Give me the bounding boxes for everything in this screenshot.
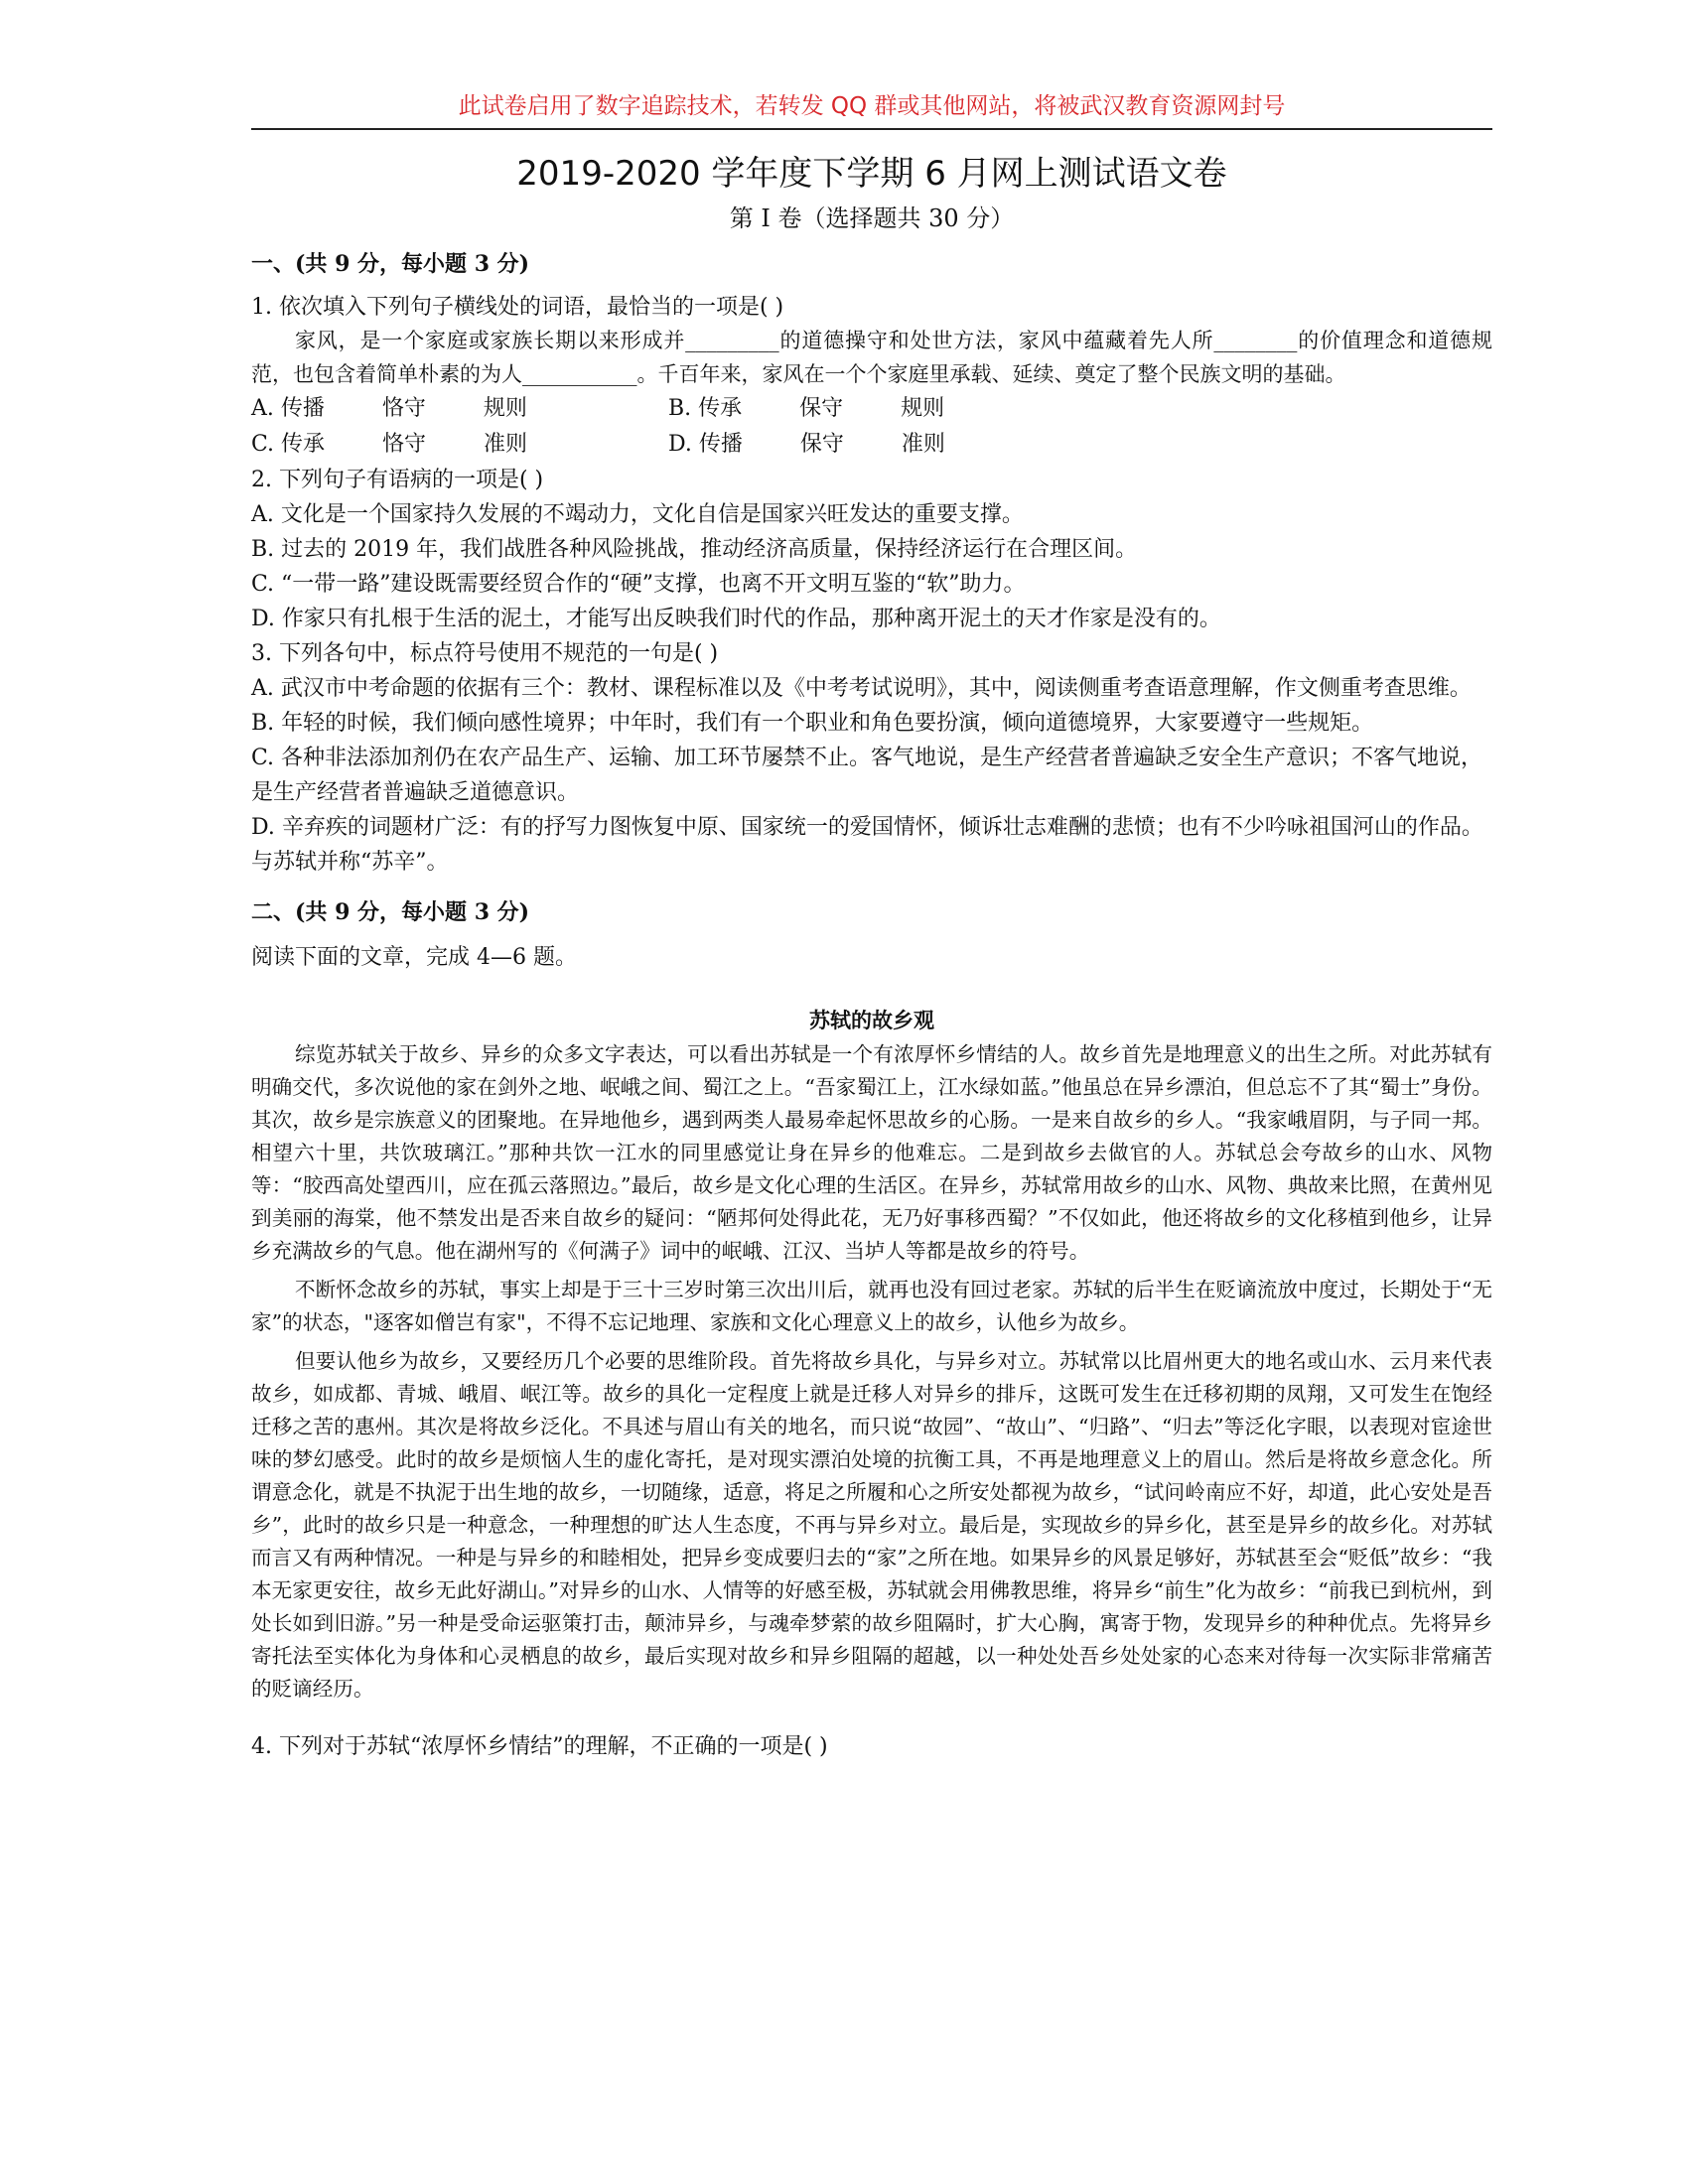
exam-page <box>251 0 1492 1764</box>
option-word: 传承 <box>698 396 743 421</box>
option-word: 传播 <box>280 396 325 421</box>
article-title: 苏轼的故乡观 <box>809 1008 934 1032</box>
question-3-stem: 3. 下列各句中，标点符号使用不规范的一句是( ) <box>251 641 719 666</box>
header-divider <box>251 128 1492 130</box>
question-1-stem: 1. 依次填入下列句子横线处的词语，最恰当的一项是( ) <box>251 295 784 320</box>
option-d <box>668 427 1085 463</box>
option-label: C. <box>251 432 275 457</box>
question-2-stem: 2. 下列句子有语病的一项是( ) <box>251 468 544 492</box>
article-paragraph-1: 综览苏轼关于故乡、异乡的众多文字表达，可以看出苏轼是一个有浓厚怀乡情结的人。故乡首先是地理意义的出生之所。对此苏轼有明确交代，多次说他的家在剑外之地、岷峨之间、蜀江之上。“吾家蜀江上，江水绿如蓝。”他虽总在异乡漂泊，但总忘不了其“蜀士”身份。其次，故乡是宗族意义的团聚地。在异地他乡，遇到两类人最易牵起怀思故乡的心肠。一是来自故乡的乡人。“我家峨眉阴，与子同一邦。相望六十里，共饮玻璃江。”那种共饮一江水的同里感觉让身在异乡的他难忘。二是到故乡去做官的人。苏轼总会夸故乡的山水、风物等：“胶西高处望西川，应在孤云落照边。”最后，故乡是文化心理的生活区。在异乡，苏轼常用故乡的山水、风物、典故来比照，在黄州见到美丽的海棠，他不禁发出是否来自故乡的疑问：“陋邦何处得此花，无乃好事移西蜀？”不仅如此，他还将故乡的文化移植到他乡，让异乡充满故乡的气息。他在湖州写的《何满子》词中的岷峨、江汉、当垆人等都是故乡的符号。 <box>251 1042 1492 1263</box>
option-word: 准则 <box>901 432 945 457</box>
question-2-option-d: D. 作家只有扎根于生活的泥土，才能写出反映我们时代的作品，那种离开泥土的天才作家是没有的。 <box>251 607 1221 631</box>
question-4-stem: 4. 下列对于苏轼“浓厚怀乡情结”的理解，不正确的一项是( ) <box>251 1734 828 1759</box>
reading-instruction: 阅读下面的文章，完成 4—6 题。 <box>251 945 577 970</box>
option-word: 规则 <box>901 396 945 421</box>
option-word: 规则 <box>483 396 527 421</box>
option-word: 传播 <box>698 432 743 457</box>
exam-title: 2019-2020 学年度下学期 6 月网上测试语文卷 <box>516 154 1227 194</box>
option-label: A. <box>251 396 274 421</box>
option-word: 传承 <box>281 432 326 457</box>
article-paragraph-2: 不断怀念故乡的苏轼，事实上却是于三十三岁时第三次出川后，就再也没有回过老家。苏轼的后半生在贬谪流放中度过，长期处于“无家”的状态，"逐客如僧岂有家"，不得不忘记地理、家族和文化心理意义上的故乡，认他乡为故乡。 <box>251 1278 1492 1334</box>
question-3-option-a: A. 武汉市中考命题的依据有三个：教材、课程标准以及《中考考试说明》，其中，阅读侧重考查语意理解，作文侧重考查思维。 <box>251 676 1472 701</box>
option-word: 恪守 <box>382 432 427 457</box>
exam-subtitle: 第 I 卷（选择题共 30 分） <box>729 205 1015 232</box>
option-a <box>251 391 668 427</box>
question-3-option-b: B. 年轻的时候，我们倾向感性境界；中年时，我们有一个职业和角色要扮演，倾向道德境界，大家要遵守一些规矩。 <box>251 711 1374 736</box>
option-label: D. <box>668 432 692 457</box>
question-1-passage: 家风，是一个家庭或家族长期以来形成并_________的道德操守和处世方法，家风中蕴藏着先人所________的价值理念和道德规范，也包含着简单朴素的为人___________。千百年来，家风在一个个家庭里承载、延续、奠定了整个民族文明的基础。 <box>251 329 1492 386</box>
option-word: 准则 <box>484 432 528 457</box>
question-2-option-b: B. 过去的 2019 年，我们战胜各种风险挑战，推动经济高质量，保持经济运行在合理区间。 <box>251 537 1138 562</box>
spacer <box>251 1711 1492 1729</box>
section-2-heading: 二、(共 9 分，每小题 3 分) <box>251 899 530 925</box>
question-2-option-a: A. 文化是一个国家持久发展的不竭动力，文化自信是国家兴旺发达的重要支撑。 <box>251 502 1024 527</box>
watermark-notice: 此试卷启用了数字追踪技术，若转发 QQ 群或其他网站，将被武汉教育资源网封号 <box>458 93 1286 119</box>
article-paragraph-3: 但要认他乡为故乡，又要经历几个必要的思维阶段。首先将故乡具化，与异乡对立。苏轼常以比眉州更大的地名或山水、云月来代表故乡，如成都、青城、峨眉、岷江等。故乡的具化一定程度上就是迁移人对异乡的排斥，这既可发生在迁移初期的凤翔，又可发生在饱经迁移之苦的惠州。其次是将故乡泛化。不具述与眉山有关的地名，而只说“故园”、“故山”、“归路”、“归去”等泛化字眼，以表现对宦途世味的梦幻感受。此时的故乡是烦恼人生的虚化寄托，是对现实漂泊处境的抗衡工具，不再是地理意义上的眉山。然后是将故乡意念化。所谓意念化，就是不执泥于出生地的故乡，一切随缘，适意，将足之所履和心之所安处都视为故乡，“试问岭南应不好，却道，此心安处是吾乡”，此时的故乡只是一种意念，一种理想的旷达人生态度，不再与异乡对立。最后是，实现故乡的异乡化，甚至是异乡的故乡化。对苏轼而言又有两种情况。一种是与异乡的和睦相处，把异乡变成要归去的“家”之所在地。如果异乡的风景足够好，苏轼甚至会“贬低”故乡：“我本无家更安往，故乡无此好湖山。”对异乡的山水、人情等的好感至极，苏轼就会用佛教思维，将异乡“前生”化为故乡：“前我已到杭州，到处长如到旧游。”另一种是受命运驱策打击，颠沛异乡，与魂牵梦萦的故乡阻隔时，扩大心胸，寓寄于物，发现异乡的种种优点。先将异乡寄托法至实体化为身体和心灵栖息的故乡，最后实现对故乡和异乡阻隔的超越，以一种处处吾乡处处家的心态来对待每一次实际非常痛苦的贬谪经历。 <box>251 1349 1492 1701</box>
option-label: B. <box>668 396 692 421</box>
option-word: 恪守 <box>381 396 426 421</box>
option-c <box>251 427 668 463</box>
option-b <box>668 391 1085 427</box>
option-word: 保守 <box>799 396 844 421</box>
question-3-option-d: D. 辛弃疾的词题材广泛：有的抒写力图恢复中原、国家统一的爱国情怀，倾诉壮志难酬的悲愤；也有不少吟咏祖国河山的作品。与苏轼并称“苏辛”。 <box>251 815 1483 875</box>
question-2-option-c: C. “一带一路”建设既需要经贸合作的“硬”支撑，也离不开文明互鉴的“软”助力。 <box>251 572 1026 597</box>
question-1-options-row-1 <box>251 391 1492 427</box>
section-1-heading: 一、(共 9 分，每小题 3 分) <box>251 251 530 277</box>
question-1-options-row-2 <box>251 427 1492 463</box>
option-word: 保守 <box>799 432 844 457</box>
question-3-option-c: C. 各种非法添加剂仍在农产品生产、运输、加工环节屡禁不止。客气地说，是生产经营者普遍缺乏安全生产意识；不客气地说，是生产经营者普遍缺乏道德意识。 <box>251 746 1483 805</box>
